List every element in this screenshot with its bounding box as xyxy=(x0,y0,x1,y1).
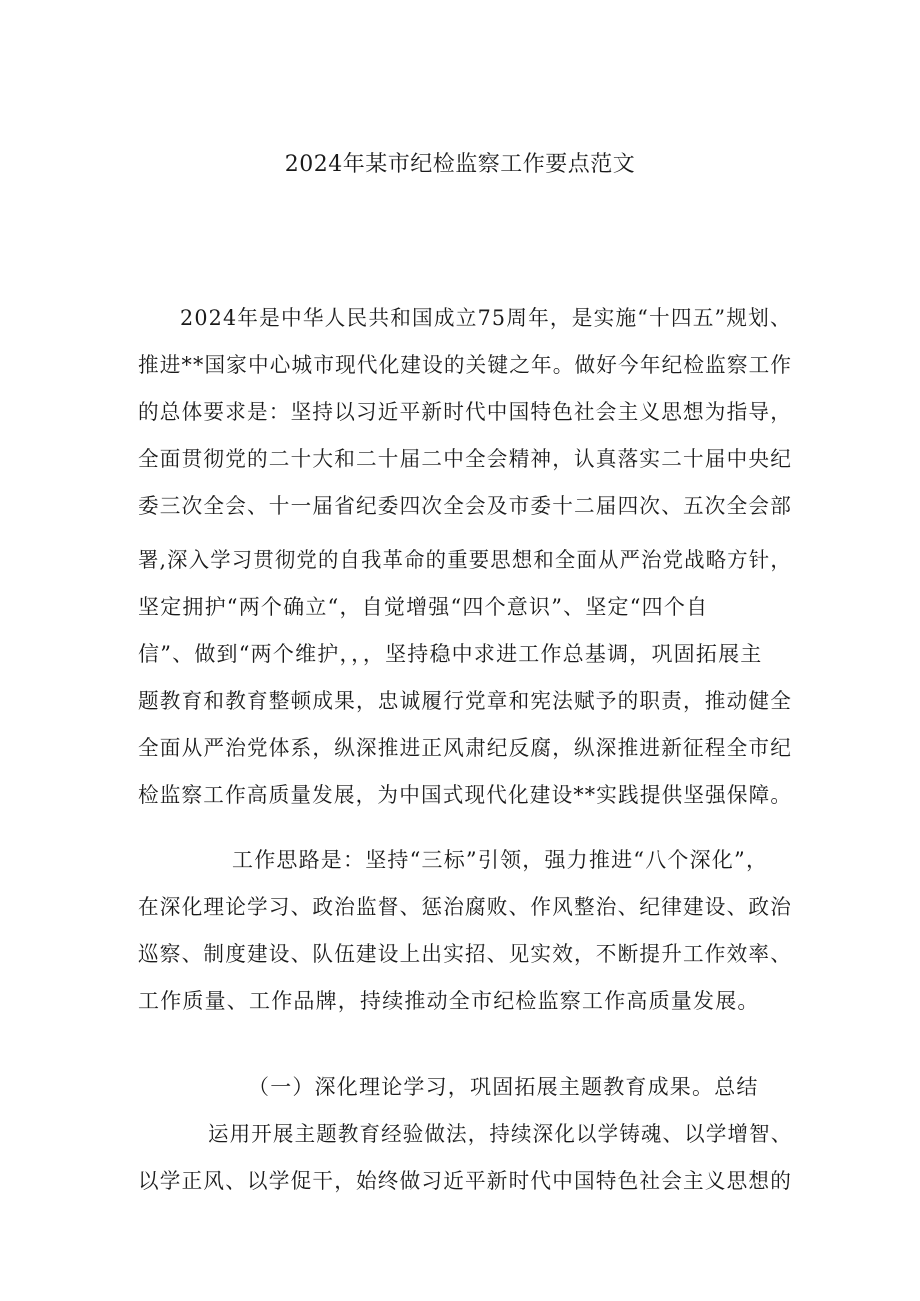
paragraph-1-line: 坚定拥护“两个确立“，自觉增强“四个意识”、坚定“四个自 xyxy=(138,595,709,619)
paragraph-2-line: 在深化理论学习、政治监督、惩治腐败、作风整治、纪律建设、政治 xyxy=(138,895,793,919)
section-1-line: 运用开展主题教育经验做法，持续深化以学铸魂、以学增智、 xyxy=(208,1122,793,1146)
paragraph-2-line: 巡察、制度建设、队伍建设上出实招、见实效，不断提升工作效率、 xyxy=(138,942,793,966)
section-1-line: 以学正风、以学促干，始终做习近平新时代中国特色社会主义思想的 xyxy=(138,1169,793,1193)
paragraph-1-line: 信”、做到“两个维护，，，坚持稳中求进工作总基调，巩固拓展主 xyxy=(138,642,763,666)
paragraph-1-line: 全面从严治党体系，纵深推进正风肃纪反腐，纵深推进新征程全市纪 xyxy=(138,736,793,760)
paragraph-1-line: 题教育和教育整顿成果，忠诚履行党章和宪法赋予的职责，推动健全 xyxy=(138,689,793,713)
paragraph-2-line: 工作思路是：坚持“三标”引领，强力推进“八个深化”， xyxy=(232,848,769,872)
paragraph-1-line: 全面贯彻党的二十大和二十届二中全会精神，认真落实二十届中央纪 xyxy=(138,447,793,471)
paragraph-1-line: 委三次全会、十一届省纪委四次全会及市委十二届四次、五次全会部 xyxy=(138,494,793,518)
paragraph-1-line: 的总体要求是：坚持以习近平新时代中国特色社会主义思想为指导， xyxy=(138,400,793,424)
paragraph-1-line: 检监察工作高质量发展，为中国式现代化建设**实践提供坚强保障。 xyxy=(138,783,793,807)
paragraph-1-line: 推进**国家中心城市现代化建设的关键之年。做好今年纪检监察工作 xyxy=(138,353,793,377)
paragraph-1-line: 2024年是中华人民共和国成立75周年，是实施“十四五”规划、 xyxy=(180,306,792,330)
section-heading: （一）深化理论学习，巩固拓展主题教育成果。总结 xyxy=(248,1075,759,1099)
document-title: 2024年某市纪检监察工作要点范文 xyxy=(284,152,636,177)
paragraph-1-line: 署,深入学习贯彻党的自我革命的重要思想和全面从严治党战略方针， xyxy=(138,548,792,572)
paragraph-2-line: 工作质量、工作品牌，持续推动全市纪检监察工作高质量发展。 xyxy=(138,989,760,1013)
